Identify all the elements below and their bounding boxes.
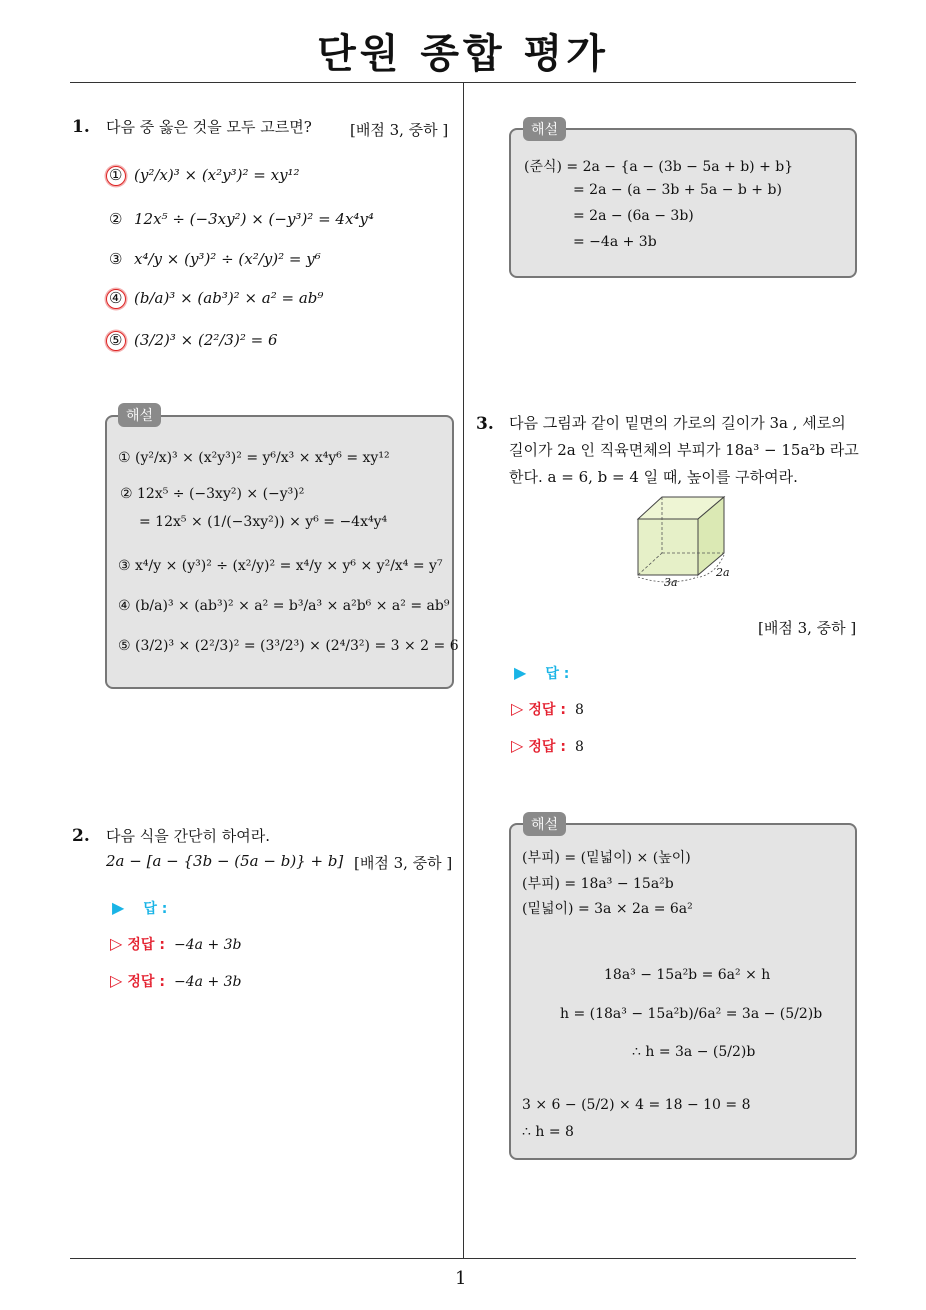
- figure-label-depth: 2a: [716, 566, 730, 579]
- q3-solution-line: ∴ h = 3a − (5/2)b: [632, 1044, 756, 1060]
- q2-score: [배점 3, 중하 ]: [354, 854, 453, 872]
- q2-solution-line: = −4a + 3b: [573, 234, 657, 250]
- q2-solution-box: [509, 128, 857, 278]
- q1-solution-line: ② 12x⁵ ÷ (−3xy²) × (−y³)²: [120, 486, 305, 502]
- q2-number: 2.: [72, 826, 90, 846]
- q3-correct-row: ▷ 정답 : 8: [511, 736, 584, 755]
- outline-arrow-icon: ▷: [511, 699, 524, 718]
- bottom-rule: [70, 1258, 856, 1259]
- q2-correct-row: ▷ 정답 : −4a + 3b: [110, 971, 242, 990]
- q3-solution-line: 18a³ − 15a²b = 6a² × h: [604, 967, 771, 983]
- q1-score: [배점 3, 중하 ]: [350, 121, 449, 139]
- q3-text-line: 다음 그림과 같이 밑면의 가로의 길이가 3a , 세로의: [509, 414, 846, 432]
- figure-label-width: 3a: [664, 576, 678, 589]
- q2-answer-row[interactable]: ▶ 답 :: [112, 898, 168, 917]
- q1-solution-line: = 12x⁵ × (1/(−3xy²)) × y⁶ = −4x⁴y⁴: [139, 514, 388, 530]
- q3-correct-row: ▷ 정답 : 8: [511, 699, 584, 718]
- q2-solution-line: (준식) = 2a − {a − (3b − 5a + b) + b}: [524, 159, 794, 175]
- play-arrow-icon: ▶: [514, 663, 527, 682]
- outline-arrow-icon: ▷: [110, 934, 123, 953]
- outline-arrow-icon: ▷: [511, 736, 524, 755]
- q1-text: 다음 중 옳은 것을 모두 고르면?: [106, 118, 312, 136]
- q3-solution-line: (부피) = 18a³ − 15a²b: [522, 876, 674, 892]
- q1-solution-line: ⑤ (3/2)³ × (2²/3)² = (3³/2³) × (2⁴/3²) = 3 × 2 = 6: [118, 638, 459, 654]
- q3-number: 3.: [476, 414, 494, 434]
- q1-number: 1.: [72, 117, 90, 137]
- play-arrow-icon: ▶: [112, 898, 125, 917]
- q3-solution-line: (부피) = (밑넓이) × (높이): [522, 850, 691, 866]
- q1-solution-tag: 해설: [118, 403, 161, 427]
- q3-solution-line: (밑넓이) = 3a × 2a = 6a²: [522, 901, 693, 917]
- column-divider: [463, 83, 464, 1259]
- q3-solution-line: ∴ h = 8: [522, 1124, 574, 1140]
- q3-score: [배점 3, 중하 ]: [758, 619, 857, 637]
- q2-solution-tag: 해설: [523, 117, 566, 141]
- q1-solution-line: ① (y²/x)³ × (x²y³)² = y⁶/x³ × x⁴y⁶ = xy¹²: [118, 450, 390, 466]
- cuboid-figure: [628, 493, 748, 589]
- q2-correct-row: ▷ 정답 : −4a + 3b: [110, 934, 242, 953]
- q2-text: 다음 식을 간단히 하여라.: [106, 827, 270, 845]
- q3-solution-tag: 해설: [523, 812, 566, 836]
- q2-expression: 2a − [a − {3b − (5a − b)} + b]: [106, 852, 344, 870]
- q2-solution-line: = 2a − (6a − 3b): [573, 208, 694, 224]
- q3-answer-row[interactable]: ▶ 답 :: [514, 663, 570, 682]
- page-title: 단원 종합 평가: [317, 31, 609, 77]
- q1-solution-line: ④ (b/a)³ × (ab³)² × a² = b³/a³ × a²b⁶ × a² = ab⁹: [118, 598, 450, 614]
- q1-solution-line: ③ x⁴/y × (y³)² ÷ (x²/y)² = x⁴/y × y⁶ × y²/x⁴ = y⁷: [118, 558, 443, 574]
- q2-solution-line: = 2a − (a − 3b + 5a − b + b): [573, 182, 782, 198]
- q3-solution-line: h = (18a³ − 15a²b)/6a² = 3a − (5/2)b: [560, 1006, 823, 1022]
- q3-text-line: 한다. a = 6, b = 4 일 때, 높이를 구하여라.: [509, 468, 798, 486]
- page-number: 1: [455, 1268, 467, 1289]
- q3-solution-line: 3 × 6 − (5/2) × 4 = 18 − 10 = 8: [522, 1097, 751, 1113]
- q3-text-line: 길이가 2a 인 직육면체의 부피가 18a³ − 15a²b 라고: [509, 441, 859, 459]
- outline-arrow-icon: ▷: [110, 971, 123, 990]
